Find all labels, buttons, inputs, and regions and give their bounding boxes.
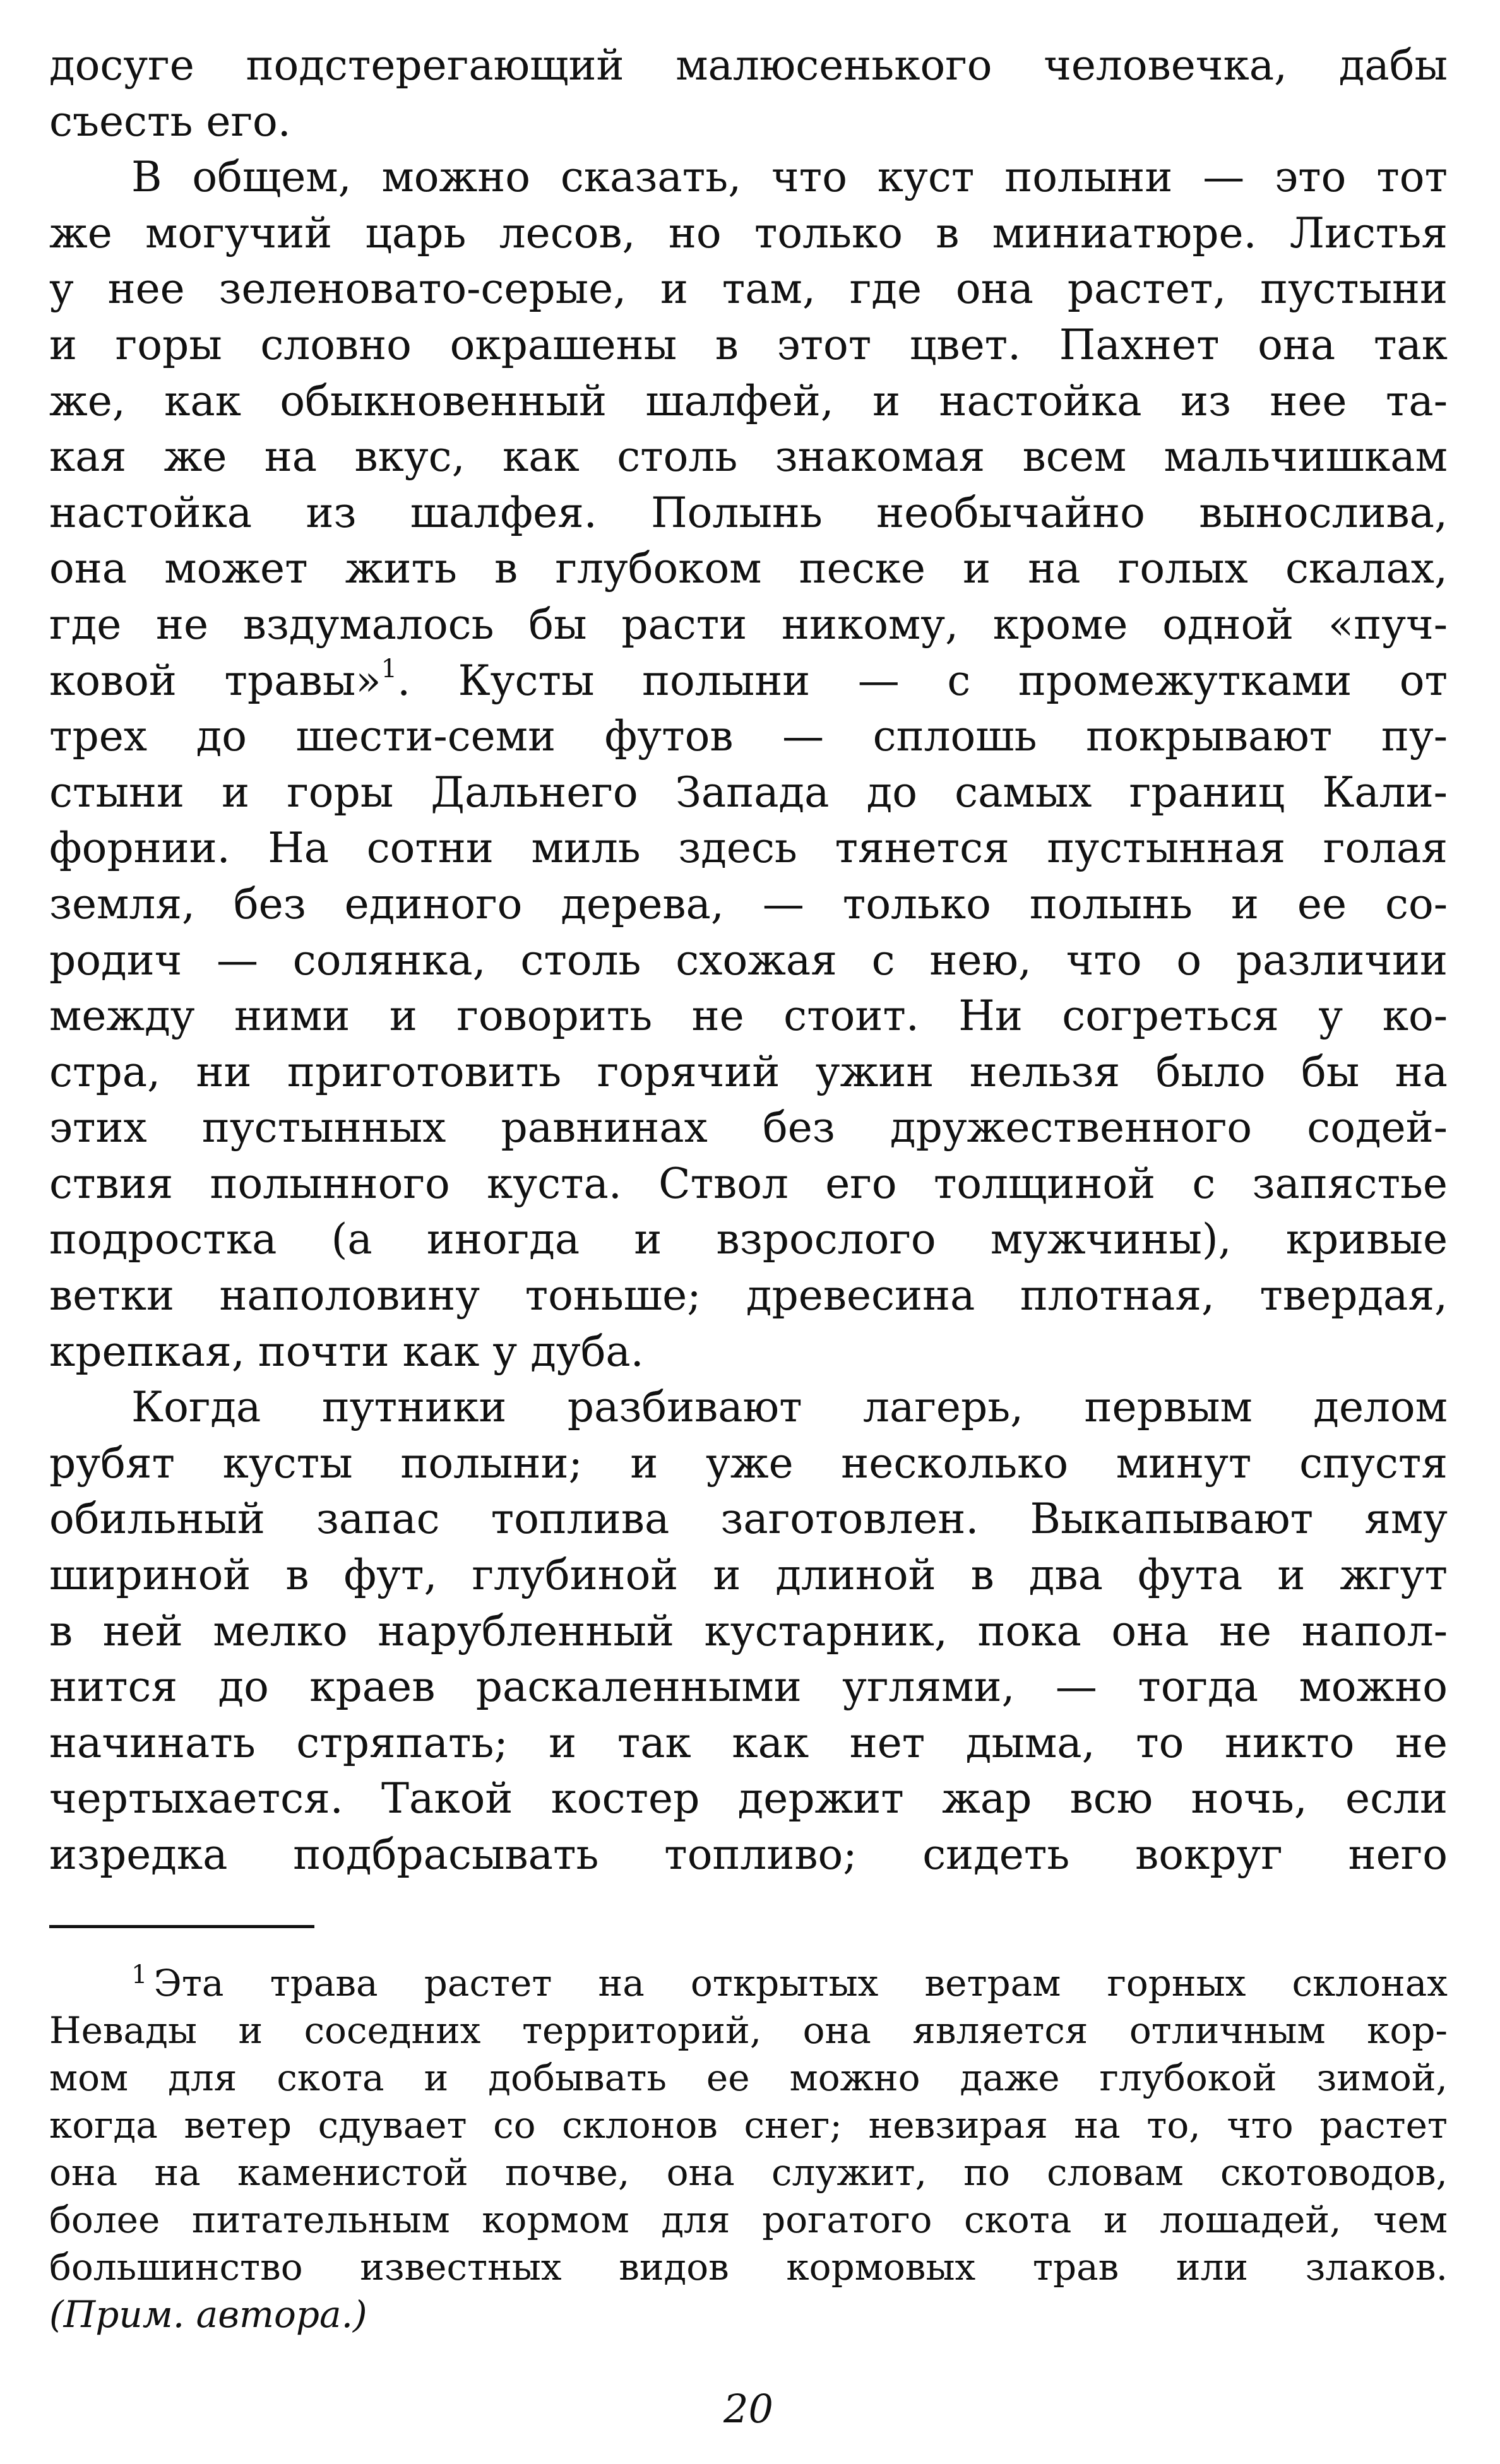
footnote-line: когда ветер сдувает со склонов снег; невзирая на то, что растет xyxy=(49,2104,1448,2147)
text-line: обильный запас топлива заготовлен. Выкапывают яму xyxy=(49,1495,1448,1544)
text-line: ствия полынного куста. Ствол его толщиной с запястье xyxy=(49,1159,1448,1208)
text-line: ветки наполовину тоньше; древесина плотная, твердая, xyxy=(49,1271,1448,1320)
text-line: кая же на вкус, как столь знакомая всем мальчишкам xyxy=(49,432,1448,482)
text-line: родич — солянка, столь схожая с нею, что о различии xyxy=(49,935,1448,985)
text-fragment: . Кусты полыни — с промежутками от xyxy=(397,656,1448,705)
paragraph-start-line: Когда путники разбивают лагерь, первым делом xyxy=(131,1383,1448,1432)
text-line: стра, ни приготовить горячий ужин нельзя было бы на xyxy=(49,1047,1448,1096)
text-line: же могучий царь лесов, но только в миниатюре. Листья xyxy=(49,208,1448,258)
footnote-divider xyxy=(49,1925,314,1928)
text-line: съесть его. xyxy=(49,97,291,146)
text-line: начинать стряпать; и так как нет дыма, то никто не xyxy=(49,1718,1448,1767)
text-line: между ними и говорить не стоит. Ни согреться у ко- xyxy=(49,992,1448,1041)
footnote-line: Невады и соседних территорий, она является отличным кор- xyxy=(49,2009,1448,2052)
text-line: нится до краев раскаленными углями, — тогда можно xyxy=(49,1662,1448,1712)
text-line: изредка подбрасывать топливо; сидеть вокруг него xyxy=(49,1830,1448,1879)
text-line: в ней мелко нарубленный кустарник, пока она не напол- xyxy=(49,1606,1448,1656)
text-line: этих пустынных равнинах без дружественного содей- xyxy=(49,1103,1448,1152)
text-fragment: ковой травы» xyxy=(49,656,381,705)
text-line: трех до шести-семи футов — сплошь покрывают пу- xyxy=(49,712,1448,761)
text-line: стыни и горы Дальнего Запада до самых границ Кали- xyxy=(49,767,1448,817)
footnote-mark: 1 xyxy=(131,1960,148,1989)
text-line: шириной в фут, глубиной и длиной в два фута и жгут xyxy=(49,1551,1448,1600)
text-line: же, как обыкновенный шалфей, и настойка из нее та- xyxy=(49,376,1448,425)
text-line: и горы словно окрашены в этот цвет. Пахнет она так xyxy=(49,320,1448,369)
text-line: она может жить в глубоком песке и на голых скалах, xyxy=(49,544,1448,593)
book-page xyxy=(49,38,1448,2432)
footnote xyxy=(49,1960,1448,2338)
text-line: досуге подстерегающий малюсенького человечка, дабы xyxy=(49,41,1448,90)
text-line: у нее зеленовато-серые, и там, где она растет, пустыни xyxy=(49,264,1448,314)
text-line: чертыхается. Такой костер держит жар всю ночь, если xyxy=(49,1774,1448,1823)
text-line-with-footnote xyxy=(49,653,1448,709)
main-text xyxy=(49,38,1448,1883)
footnote-line: более питательным кормом для рогатого скота и лошадей, чем xyxy=(49,2198,1448,2241)
text-line: форнии. На сотни миль здесь тянется пустынная голая xyxy=(49,824,1448,873)
text-line: подростка (а иногда и взрослого мужчины), кривые xyxy=(49,1215,1448,1264)
page-number: 20 xyxy=(723,2386,773,2432)
paragraph-start-line: В общем, можно сказать, что куст полыни — это тот xyxy=(131,153,1448,202)
text-line: где не вздумалось бы расти никому, кроме одной «пуч- xyxy=(49,600,1448,649)
text-line: земля, без единого дерева, — только полынь и ее со- xyxy=(49,879,1448,928)
footnote-reference[interactable]: 1 xyxy=(381,654,398,684)
text-line: настойка из шалфея. Полынь необычайно вынослива, xyxy=(49,488,1448,537)
text-line: крепкая, почти как у дуба. xyxy=(49,1327,644,1376)
text-line: рубят кусты полыни; и уже несколько минут спустя xyxy=(49,1438,1448,1488)
footnote-line: большинство известных видов кормовых трав или злаков. xyxy=(49,2246,1448,2289)
footnote-author-note: (Прим. автора.) xyxy=(49,2293,367,2336)
footnote-line xyxy=(49,1960,1448,2007)
footnote-line: мом для скота и добывать ее можно даже глубокой зимой, xyxy=(49,2056,1448,2099)
footnote-text: Эта трава растет на открытых ветрам горных склонах xyxy=(153,1962,1448,2005)
footnote-line: она на каменистой почве, она служит, по словам скотоводов, xyxy=(49,2151,1448,2194)
